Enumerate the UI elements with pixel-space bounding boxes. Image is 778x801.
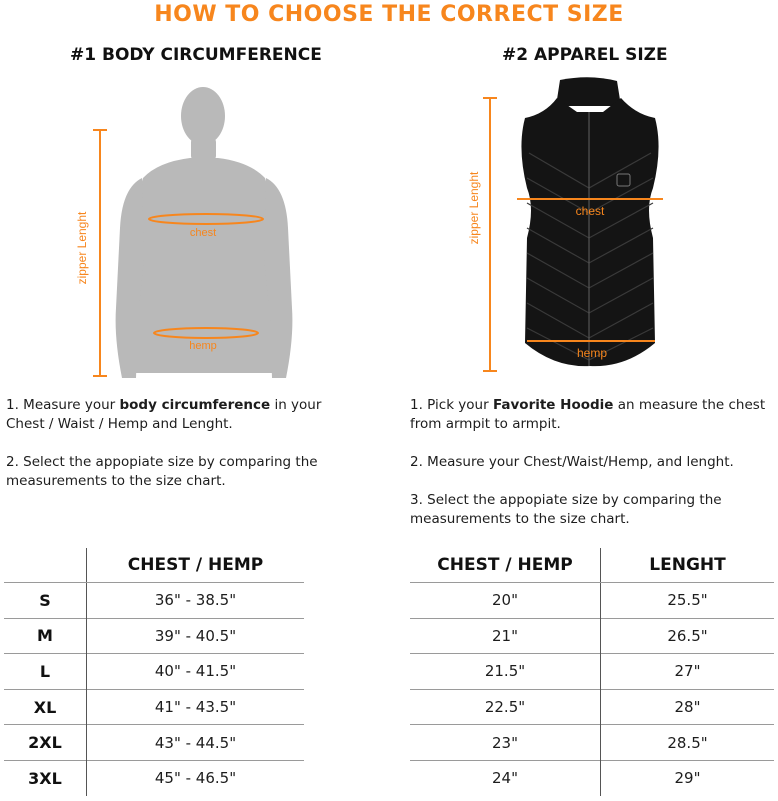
apparel-size-table [410, 548, 774, 796]
length-header: LENGHT [601, 548, 775, 583]
right-zipper-length-label: zipper Lenght [467, 171, 481, 245]
apparel-size-heading: #2 APPAREL SIZE [502, 45, 668, 65]
table-row: L 40" - 41.5" [4, 654, 304, 690]
table-row: 24" 29" [410, 760, 774, 795]
table-row: 3XL 45" - 46.5" [4, 760, 304, 795]
left-instruction-2: 2. Select the appopiate size by comparing the measurements to the size chart. [6, 454, 318, 489]
right-instruction-3: 3. Select the appopiate size by comparing the measurements to the size chart. [410, 492, 722, 527]
table-row: 22.5" 28" [410, 689, 774, 725]
right-instructions [410, 396, 776, 548]
page-title: HOW TO CHOOSE THE CORRECT SIZE [154, 2, 624, 27]
right-instruction-1: 1. Pick your Favorite Hoodie an measure the chest from armpit to armpit. [410, 397, 766, 432]
chest-hemp-header: CHEST / HEMP [410, 548, 601, 583]
table-row: 21.5" 27" [410, 654, 774, 690]
body-silhouette-figure [75, 78, 308, 388]
right-chest-label: chest [575, 204, 605, 218]
left-instructions [6, 396, 356, 510]
vest-icon [521, 77, 658, 366]
table-row: XL 41" - 43.5" [4, 689, 304, 725]
left-chest-label: chest [189, 227, 217, 239]
body-circumference-heading: #1 BODY CIRCUMFERENCE [70, 45, 322, 65]
vest-figure [465, 78, 695, 383]
table-row: M 39" - 40.5" [4, 618, 304, 654]
table-row: 23" 28.5" [410, 725, 774, 761]
table-row: 20" 25.5" [410, 583, 774, 619]
left-hemp-label: hemp [189, 340, 217, 352]
table-header-row [4, 548, 304, 583]
table-header-row [410, 548, 774, 583]
right-instruction-2: 2. Measure your Chest/Waist/Hemp, and lenght. [410, 454, 734, 470]
chest-hemp-header: CHEST / HEMP [87, 548, 305, 583]
body-size-table [4, 548, 304, 796]
left-instruction-1: 1. Measure your body circumference in your Chest / Waist / Hemp and Lenght. [6, 397, 322, 432]
table-row: S 36" - 38.5" [4, 583, 304, 619]
size-header-cell [4, 548, 87, 583]
table-row: 21" 26.5" [410, 618, 774, 654]
left-zipper-length-label: zipper Lenght [75, 211, 89, 285]
table-row: 2XL 43" - 44.5" [4, 725, 304, 761]
right-hemp-label: hemp [576, 346, 608, 360]
